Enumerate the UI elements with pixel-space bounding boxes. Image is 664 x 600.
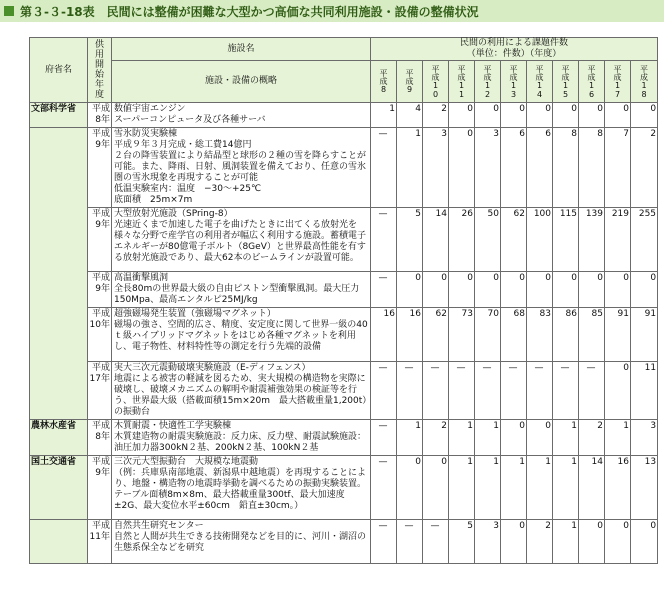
usage-count-cell: — [423, 520, 449, 564]
facility-description: 光速近くまで加速した電子を曲げたときに出てくる放射光を様々な分野で産学官の利用者が幅広く利用する施設。蓄積電子エネルギーが80億電子ボルト（8GeV）と世界最高性能を有する放射光施設であり、最大62本のビームラインが設置可能。 [114, 220, 367, 263]
usage-count-cell: 0 [631, 272, 658, 308]
usage-count-cell: — [371, 420, 397, 456]
usage-count-cell: 0 [423, 272, 449, 308]
facility-name: 高温衝撃風洞 [114, 273, 169, 283]
start-year-cell: 平成9年 [88, 208, 112, 272]
usage-count-cell: 13 [631, 456, 658, 520]
facility-cell [112, 272, 371, 308]
start-year-cell: 平成9年 [88, 456, 112, 520]
usage-count-cell: 3 [423, 128, 449, 208]
usage-count-cell: 0 [501, 420, 527, 456]
usage-count-cell: 0 [605, 520, 631, 564]
usage-count-cell: 0 [605, 362, 631, 420]
page-title: 第３-３-18表 民間には整備が困難な大型かつ高価な共同利用施設・設備の整備状況 [20, 4, 479, 19]
header-year-label: 平成12 [483, 64, 492, 99]
usage-count-cell: 2 [631, 128, 658, 208]
usage-count-cell: 11 [631, 362, 658, 420]
usage-count-cell: 2 [527, 520, 553, 564]
usage-count-cell: 139 [579, 208, 605, 272]
usage-count-cell: 1 [553, 456, 579, 520]
usage-count-cell: 0 [397, 272, 423, 308]
facility-name: 実大三次元震動破壊実験施設（E-ディフェンス） [114, 363, 311, 373]
usage-count-cell: — [371, 456, 397, 520]
header-year-label: 平成13 [509, 64, 518, 99]
header-year-9 [605, 61, 631, 103]
usage-count-cell: 7 [605, 128, 631, 208]
usage-count-cell: — [397, 362, 423, 420]
usage-count-cell: 255 [631, 208, 658, 272]
usage-count-cell: 1 [605, 420, 631, 456]
usage-count-cell: 0 [605, 103, 631, 128]
header-year-label: 平成10 [431, 64, 440, 99]
ministry-cell [30, 520, 88, 564]
usage-count-cell: — [527, 362, 553, 420]
usage-count-cell: 1 [371, 103, 397, 128]
start-year-cell: 平成10年 [88, 308, 112, 362]
ministry-cell: 文部科学省 [30, 103, 88, 128]
header-year-7 [553, 61, 579, 103]
usage-count-cell: 0 [501, 520, 527, 564]
header-year-label: 平成18 [639, 64, 649, 99]
usage-count-cell: — [397, 520, 423, 564]
header-usage-unit: （単位：件数）（年度） [466, 49, 562, 59]
facility-cell [112, 103, 371, 128]
facility-description: 木質建造物の耐震実験施設：反力床、反力壁、耐震試験施設：油圧加力器300kN２基、200kN２基、100kN２基 [114, 432, 367, 453]
usage-count-cell: — [371, 208, 397, 272]
facility-name: 三次元大型振動台 大規模な地震動 [114, 457, 259, 467]
usage-count-cell: 5 [449, 520, 475, 564]
usage-count-cell: 1 [475, 420, 501, 456]
usage-count-cell: 3 [475, 128, 501, 208]
facility-cell [112, 128, 371, 208]
usage-count-cell: 1 [553, 520, 579, 564]
header-year-label: 平成11 [457, 64, 466, 99]
header-year-8 [579, 61, 605, 103]
usage-count-cell: 85 [579, 308, 605, 362]
header-year-2 [423, 61, 449, 103]
facility-name: 木質耐震・快適性工学実験棟 [114, 421, 232, 431]
header-year-label: 平成17 [613, 64, 622, 99]
header-year-1 [397, 61, 423, 103]
table-row [30, 362, 658, 420]
usage-count-cell: — [579, 362, 605, 420]
facility-name: 大型放射光施設（SPring-8） [114, 209, 233, 219]
facility-description: 全長80mの世界最大級の自由ピストン型衝撃風洞。最大圧力150Mpa、最高エンタルピ25MJ/kg [114, 284, 360, 305]
facility-cell [112, 456, 371, 520]
usage-count-cell: — [449, 362, 475, 420]
usage-count-cell: 219 [605, 208, 631, 272]
usage-count-cell: 73 [449, 308, 475, 362]
usage-count-cell: 0 [501, 272, 527, 308]
usage-count-cell: 86 [553, 308, 579, 362]
header-start-year-text: 供用開始年度 [94, 40, 104, 100]
usage-count-cell: 16 [605, 456, 631, 520]
header-year-label: 平成14 [535, 64, 544, 99]
facility-description: スーパーコンピュータ及び各種サーバ [114, 115, 266, 125]
usage-count-cell: 4 [397, 103, 423, 128]
table-row [30, 272, 658, 308]
header-year-label: 平成9 [405, 69, 414, 94]
facility-cell [112, 362, 371, 420]
header-year-6 [527, 61, 553, 103]
ministry-cell [30, 362, 88, 420]
usage-count-cell: 2 [423, 103, 449, 128]
usage-count-cell: 50 [475, 208, 501, 272]
usage-count-cell: 0 [579, 272, 605, 308]
usage-count-cell: 1 [501, 456, 527, 520]
facility-name: 超強磁場発生装置（強磁場マグネット） [114, 309, 276, 319]
header-year-3 [449, 61, 475, 103]
usage-count-cell: 0 [527, 103, 553, 128]
facility-cell [112, 420, 371, 456]
usage-count-cell: — [475, 362, 501, 420]
ministry-cell [30, 272, 88, 308]
usage-count-cell: 83 [527, 308, 553, 362]
header-year-label: 平成15 [561, 64, 570, 99]
table-row [30, 208, 658, 272]
table-row [30, 103, 658, 128]
ministry-cell: 農林水産省 [30, 420, 88, 456]
header-year-10 [631, 61, 658, 103]
title-square-icon [4, 6, 14, 16]
usage-count-cell: — [553, 362, 579, 420]
usage-count-cell: 70 [475, 308, 501, 362]
usage-count-cell: 0 [553, 103, 579, 128]
usage-count-cell: 0 [475, 272, 501, 308]
usage-count-cell: 8 [553, 128, 579, 208]
facility-table [29, 37, 658, 564]
usage-count-cell: 91 [631, 308, 658, 362]
usage-count-cell: 0 [397, 456, 423, 520]
usage-count-cell: 62 [501, 208, 527, 272]
table-row [30, 456, 658, 520]
table-row [30, 420, 658, 456]
usage-count-cell: 0 [449, 103, 475, 128]
usage-count-cell: 0 [527, 420, 553, 456]
usage-count-cell: 3 [631, 420, 658, 456]
header-usage-title: 民間の利用による課題件数 [460, 38, 569, 48]
facility-name: 数値宇宙エンジン [114, 104, 186, 114]
usage-count-cell: 0 [423, 456, 449, 520]
facility-description: 地震による被害の軽減を図るため、実大規模の構造物を実際に破壊し、破壊メカニズムの解明や耐震補強効果の検証等を行う、世界最大級（搭載面積15m×20m 最大搭載重量1,200t）の振動台 [114, 374, 367, 417]
start-year-cell: 平成8年 [88, 420, 112, 456]
table-frame [2, 26, 660, 600]
facility-name: 自然共生研究センター [114, 521, 204, 531]
usage-count-cell: 0 [527, 272, 553, 308]
facility-description: 自然と人間が共生できる技術開発などを目的に、河川・湖沼の生態系保全などを研究 [114, 532, 367, 553]
usage-count-cell: 14 [423, 208, 449, 272]
header-start-year [88, 38, 112, 103]
usage-count-cell: 6 [501, 128, 527, 208]
usage-count-cell: 0 [605, 272, 631, 308]
usage-count-cell: — [371, 128, 397, 208]
facility-cell [112, 208, 371, 272]
usage-count-cell: 0 [579, 520, 605, 564]
usage-count-cell: 1 [475, 456, 501, 520]
ministry-cell [30, 208, 88, 272]
usage-count-cell: 6 [527, 128, 553, 208]
usage-count-cell: 3 [475, 520, 501, 564]
usage-count-cell: 1 [553, 420, 579, 456]
header-facility-desc: 施設・設備の概略 [112, 61, 371, 103]
usage-count-cell: 1 [397, 420, 423, 456]
ministry-cell: 国土交通省 [30, 456, 88, 520]
facility-name: 雪氷防災実験棟 [114, 129, 178, 139]
usage-count-cell: — [371, 520, 397, 564]
header-usage [371, 38, 658, 61]
usage-count-cell: 16 [397, 308, 423, 362]
usage-count-cell: 91 [605, 308, 631, 362]
start-year-cell: 平成9年 [88, 272, 112, 308]
usage-count-cell: 115 [553, 208, 579, 272]
usage-count-cell: 0 [449, 272, 475, 308]
usage-count-cell: 5 [397, 208, 423, 272]
start-year-cell: 平成8年 [88, 103, 112, 128]
usage-count-cell: 62 [423, 308, 449, 362]
usage-count-cell: 1 [449, 420, 475, 456]
header-year-4 [475, 61, 501, 103]
usage-count-cell: 2 [579, 420, 605, 456]
header-ministry: 府省名 [30, 38, 88, 103]
header-year-label: 平成8 [379, 69, 388, 94]
header-year-5 [501, 61, 527, 103]
usage-count-cell: 0 [631, 103, 658, 128]
table-row [30, 520, 658, 564]
usage-count-cell: 0 [501, 103, 527, 128]
start-year-cell: 平成9年 [88, 128, 112, 208]
start-year-cell: 平成17年 [88, 362, 112, 420]
usage-count-cell: 8 [579, 128, 605, 208]
facility-description: （例：兵庫県南部地震、新潟県中越地震）を再現することにより、地盤・構造物の地震時挙動を調べるための振動実験装置。テーブル面積8m×8m、最大搭載重量300tf、最大加速度±2G、最大変位水平±60cm 鉛直±30cm。） [114, 468, 367, 511]
facility-description: 磁場の強さ、空間的広さ、精度、安定度に関して世界一級の40ｔ級ハイブリッドマグネットをはじめ各種マグネットを利用し、電子物性、材料特性等の測定を行う先端的設備 [114, 320, 368, 352]
usage-count-cell: 100 [527, 208, 553, 272]
header-year-0 [371, 61, 397, 103]
usage-count-cell: 2 [423, 420, 449, 456]
title-bar [0, 0, 664, 22]
usage-count-cell: 0 [449, 128, 475, 208]
usage-count-cell: — [371, 362, 397, 420]
start-year-cell: 平成11年 [88, 520, 112, 564]
usage-count-cell: 0 [579, 103, 605, 128]
facility-cell [112, 308, 371, 362]
usage-count-cell: 68 [501, 308, 527, 362]
usage-count-cell: 0 [475, 103, 501, 128]
usage-count-cell: 1 [527, 456, 553, 520]
facility-cell [112, 520, 371, 564]
ministry-cell [30, 308, 88, 362]
table-row [30, 308, 658, 362]
usage-count-cell: — [423, 362, 449, 420]
usage-count-cell: 0 [553, 272, 579, 308]
usage-count-cell: — [501, 362, 527, 420]
header-year-label: 平成16 [587, 64, 596, 99]
usage-count-cell: 1 [449, 456, 475, 520]
table-row [30, 128, 658, 208]
ministry-cell [30, 128, 88, 208]
usage-count-cell: 1 [397, 128, 423, 208]
usage-count-cell: 0 [631, 520, 658, 564]
table-body [30, 103, 658, 564]
header-facility-name: 施設名 [112, 38, 371, 61]
usage-count-cell: 16 [371, 308, 397, 362]
usage-count-cell: — [371, 272, 397, 308]
usage-count-cell: 14 [579, 456, 605, 520]
usage-count-cell: 26 [449, 208, 475, 272]
facility-description: 平成９年３月完成・総工費14億円 ２台の降雪装置により結晶型と球形の２種の雪を降らすことが可能。また、降雨、日射、風洞装置を備えており、任意の雪氷圏の雪氷現象を再現することが可能 低温実験室内：温度 −30〜+25℃ 底面積 25m×7m [114, 140, 367, 205]
